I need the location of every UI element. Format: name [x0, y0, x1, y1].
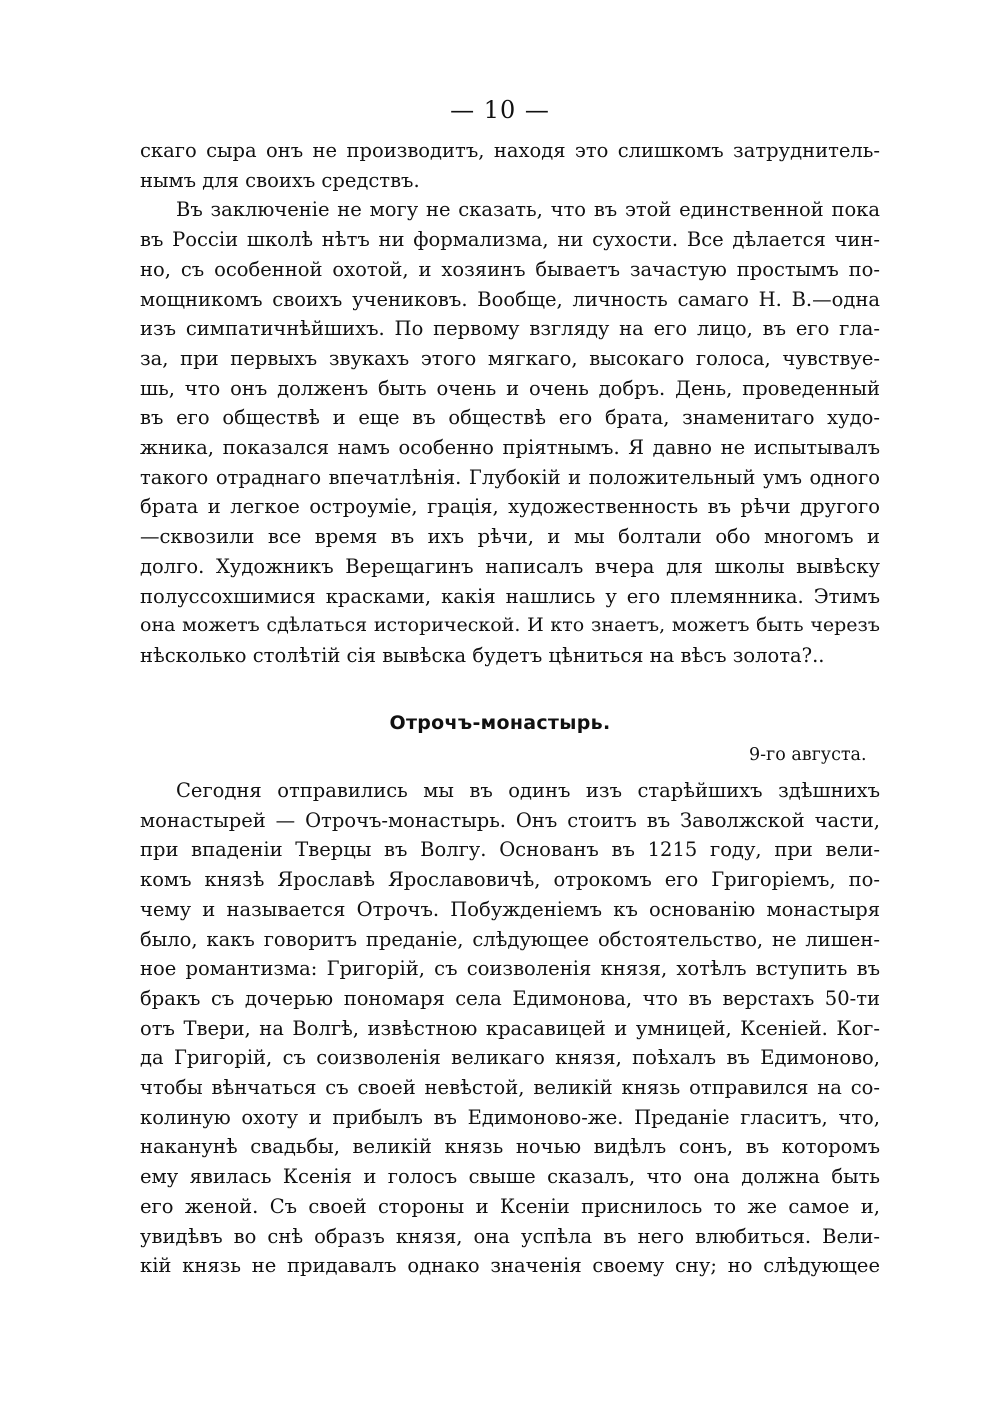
text-line: жника, показался намъ особенно прiятнымъ. Я давно не испытывалъ	[140, 436, 880, 460]
text-line: бракъ съ дочерью пономаря села Едимонова, что въ верстахъ 50-ти	[140, 986, 880, 1010]
text-line: въ Россiи школѣ нѣтъ ни формализма, ни сухости. Все дѣлается чин-	[140, 228, 880, 252]
page-number: — 10 —	[450, 96, 550, 124]
text-line: монастырей — Отрочъ-монастырь. Онъ стоитъ въ Заволжской части,	[140, 808, 880, 832]
text-line: долго. Художникъ Верещагинъ написалъ вчера для школы вывѣску	[140, 554, 880, 578]
text-line: наканунѣ свадьбы, великiй князь ночью видѣлъ сонъ, въ которомъ	[140, 1135, 880, 1159]
text-line: ему явилась Ксенiя и голосъ свыше сказалъ, что она должна быть	[140, 1165, 880, 1189]
text-line: брата и легкое остроумiе, грацiя, художественность въ рѣчи другого	[140, 495, 880, 519]
text-line: мощникомъ своихъ учениковъ. Вообще, личность самаго Н. В.—одна	[140, 287, 880, 311]
text-line: шь, что онъ долженъ быть очень и очень добръ. День, проведенный	[140, 376, 880, 400]
text-line: въ его обществѣ и еще въ обществѣ его брата, знаменитаго худо-	[140, 406, 880, 430]
body-text-top	[140, 136, 880, 671]
text-line: да Григорiй, съ соизволенiя великаго князя, поѣхалъ въ Едимоново,	[140, 1046, 880, 1070]
paragraph-school	[140, 195, 880, 670]
text-line: она можетъ сдѣлаться исторической. И кто знаетъ, можетъ быть черезъ	[140, 614, 880, 637]
section-date: 9-го августа.	[749, 745, 867, 765]
paragraph-continuation	[140, 136, 880, 195]
text-line: Въ заключенiе не могу не сказать, что въ этой единственной пока	[176, 198, 880, 222]
text-line: изъ симпатичнѣйшихъ. По первому взгляду на его лицо, въ его гла-	[140, 317, 880, 341]
text-line: было, какъ говоритъ преданiе, слѣдующее обстоятельство, не лишен-	[140, 927, 880, 951]
text-line: —сквозили все время въ ихъ рѣчи, и мы болтали обо многомъ и	[140, 525, 880, 549]
text-line: такого отраднаго впечатлѣнiя. Глубокiй и положительный умъ одного	[140, 465, 880, 489]
text-line: комъ князѣ Ярославѣ Ярославовичѣ, отрокомъ его Григорiемъ, по-	[140, 868, 880, 892]
text-line: нѣсколько столѣтiй сiя вывѣска будетъ цѣниться на вѣсъ золота?..	[140, 643, 825, 667]
section-heading: Отрочъ-монастырь.	[389, 712, 611, 734]
text-line: отъ Твери, на Волгѣ, извѣстною красавицей и умницей, Ксенiей. Ког-	[140, 1016, 880, 1040]
body-text-bottom	[140, 776, 880, 1281]
text-line: кiй князь не придавалъ однако значенiя своему сну; но слѣдующее	[140, 1254, 880, 1278]
text-line: ное романтизма: Григорiй, съ соизволенiя князя, хотѣлъ вступить въ	[140, 957, 880, 981]
text-line: за, при первыхъ звукахъ этого мягкаго, высокаго голоса, чувствуе-	[140, 346, 880, 370]
text-line: его женой. Съ своей стороны и Ксенiи приснилось то же самое и,	[140, 1194, 880, 1218]
text-line: при впаденiи Тверцы въ Волгу. Основанъ въ 1215 году, при вели-	[140, 838, 880, 862]
text-line: скаго сыра онъ не производитъ, находя это слишкомъ затруднитель-	[140, 139, 880, 162]
text-line: чтобы вѣнчаться съ своей невѣстой, великiй князь отправился на со-	[140, 1076, 880, 1100]
text-line: колиную охоту и прибылъ въ Едимоново-же. Преданiе гласитъ, что,	[140, 1105, 880, 1129]
paragraph-monastery	[140, 776, 880, 1281]
text-line: чему и называется Отрочъ. Побужденiемъ къ основанiю монастыря	[140, 897, 880, 921]
text-line: полуссохшимися красками, какiя нашлись у его племянника. Этимъ	[140, 584, 880, 608]
text-line: Сегодня отправились мы въ одинъ изъ старѣйшихъ здѣшнихъ	[176, 779, 880, 802]
text-line: но, съ особенной охотой, и хозяинъ бываетъ зачастую простымъ по-	[140, 257, 880, 281]
text-line: нымъ для своихъ средствъ.	[140, 168, 420, 192]
text-line: увидѣвъ во снѣ образъ князя, она успѣла въ него влюбиться. Вели-	[140, 1224, 880, 1248]
